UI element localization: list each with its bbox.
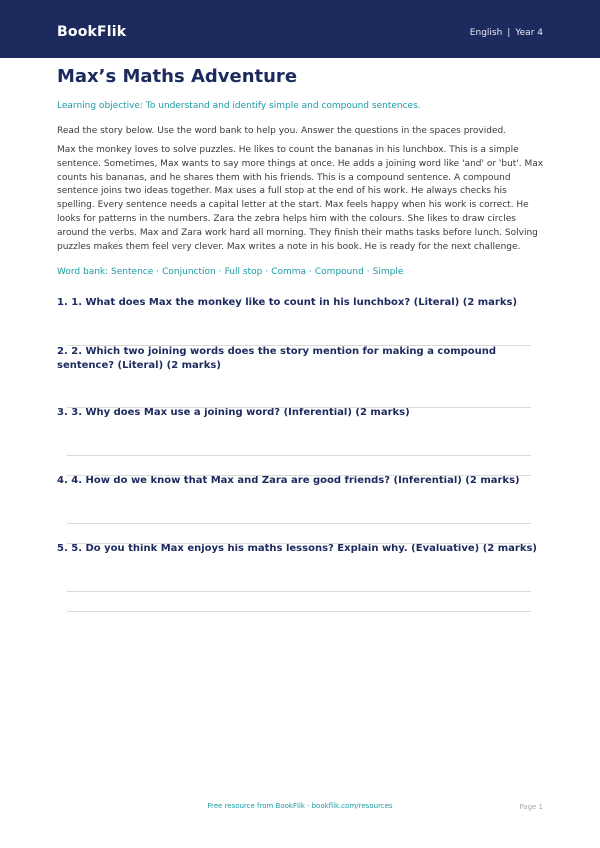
header-bar <box>0 0 600 58</box>
question-1: 1. 1. What does Max the monkey like to count in his lunchbox? (Literal) (2 marks) <box>57 297 518 308</box>
page-number: Page 1 <box>519 803 543 811</box>
header-meta <box>470 28 543 38</box>
answer-line[interactable] <box>67 407 531 408</box>
meta-separator: | <box>507 28 511 38</box>
instructions: Read the story below. Use the word bank to help you. Answer the questions in the spaces provided. <box>57 126 507 136</box>
answer-line[interactable] <box>67 591 531 592</box>
word-bank-word: Comma <box>271 267 307 277</box>
learning-objective: Learning objective: To understand and identify simple and compound sentences. <box>57 101 421 111</box>
word-bank-word: Conjunction <box>162 267 216 277</box>
question-2: 2. 2. Which two joining words does the story mention for making a compound sentence? (Literal) (2 marks) <box>57 346 497 371</box>
answer-line[interactable] <box>67 543 531 544</box>
word-bank-separator: · <box>309 267 312 277</box>
question-4: 4. 4. How do we know that Max and Zara are good friends? (Inferential) (2 marks) <box>57 475 520 486</box>
word-bank-word: Full stop <box>224 267 263 277</box>
word-bank-label: Word bank: <box>57 267 109 277</box>
year-label: Year 4 <box>515 28 543 38</box>
brand-logo[interactable]: BookFlik <box>57 24 127 40</box>
footer-text[interactable]: Free resource from BookFlik · bookflik.com/resources <box>207 802 393 810</box>
answer-line[interactable] <box>67 523 531 524</box>
word-bank-word: Compound <box>314 267 364 277</box>
word-bank-separator: · <box>265 267 269 277</box>
story-text: Max the monkey loves to solve puzzles. He likes to count the bananas in his lunchbox. This is a simple sentence. Sometimes, Max wants to say more things at once. He adds a joining word like 'and' or 'but'. Max counts his bananas, and he shares them with his friends. This is a compound sentence. A compound sentence joins two ideas together. Max uses a full stop at the end of his work. He always checks his spelling. Every sentence needs a capital letter at the start. Max feels happy when his work is correct. He looks for patterns in the numbers. Zara the zebra helps him with the colours. She likes to draw circles around the verbs. Max and Zara work hard all morning. They finish their maths tasks before lunch. Solving puzzles makes them feel very clever. Max writes a note in his book. He is ready for the next challenge. <box>57 145 544 252</box>
answer-line[interactable] <box>67 455 531 456</box>
answer-line[interactable] <box>67 611 531 612</box>
question-5: 5. 5. Do you think Max enjoys his maths lessons? Explain why. (Evaluative) (2 marks) <box>57 543 537 554</box>
word-bank-separator: · <box>218 267 222 277</box>
answer-line[interactable] <box>67 475 531 476</box>
word-bank <box>57 266 547 278</box>
question-3: 3. 3. Why does Max use a joining word? (Inferential) (2 marks) <box>57 407 410 418</box>
subject-label: English <box>469 28 503 38</box>
word-bank-separator: · <box>156 267 160 277</box>
word-bank-word: Simple <box>372 267 404 277</box>
page-title: Max’s Maths Adventure <box>57 66 298 87</box>
word-bank-word: Sentence <box>111 267 154 277</box>
word-bank-separator: · <box>366 267 370 277</box>
